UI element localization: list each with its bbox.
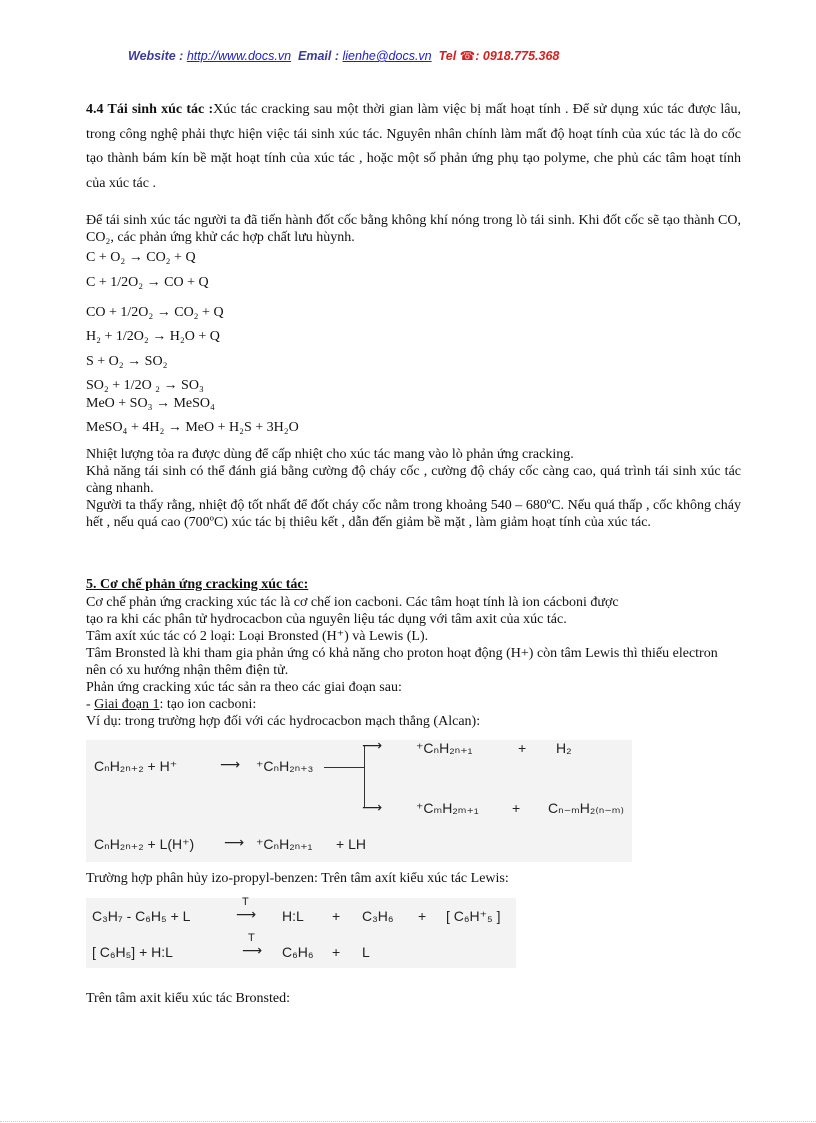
- section-4-4-paragraph: [86, 98, 741, 196]
- lewis-byproduct: + LH: [336, 836, 366, 852]
- lewis-product: ⁺CₙH₂ₙ₊₁: [256, 836, 313, 852]
- product-2a: ⁺CₘH₂ₘ₊₁: [416, 800, 479, 816]
- phone-number: : 0918.775.368: [475, 49, 560, 63]
- equation-1: C + O₂ → CO₂ + Q: [86, 250, 196, 265]
- izo-line: Trường hợp phân hủy izo-propyl-benzen: Trên tâm axít kiểu xúc tác Lewis:: [86, 871, 509, 886]
- website-link[interactable]: http://www.docs.vn: [186, 49, 292, 63]
- arrow-icon: ⟶: [362, 737, 383, 753]
- plus-sign: +: [332, 908, 341, 924]
- arrow-label: T: [248, 932, 255, 944]
- stage-1-line: [86, 696, 741, 713]
- equation-4: H₂ + 1/2O₂ → H₂O + Q: [86, 329, 220, 344]
- plus-sign: +: [332, 944, 341, 960]
- branch-line: [324, 767, 364, 768]
- regeneration-rate-text: Khả năng tái sinh có thể đánh giá bằng cường độ cháy cốc , cường độ cháy cốc càng cao, quá trình tái sinh xúc tác càng nhanh.: [86, 464, 741, 496]
- email-label: Email :: [298, 49, 339, 63]
- plus-sign: +: [418, 908, 427, 924]
- phenyl-reactant: [ C₆H₅] + H:L: [92, 944, 173, 960]
- mechanism-line-1: Cơ chế phản ứng cracking xúc tác là cơ chế ion cacboni. Các tâm hoạt tính là ion cácboni được: [86, 595, 619, 610]
- temperature-text: Người ta thấy rằng, nhiệt độ tốt nhất để đốt cháy cốc nằm trong khoảng 540 – 680ºC. Nếu quá thấp , cốc không cháy hết , nếu quá cao (700ºC) xúc tác bị thiêu kết , dẫn đến giảm bề mặt , làm giảm hoạt tính của xúc tác.: [86, 498, 741, 530]
- section-4-4-text: Xúc tác cracking sau một thời gian làm việc bị mất hoạt tính . Để sử dụng xúc tác được lâu, trong công nghệ phải thực hiện việc tái sinh xúc tác. Nguyên nhân chính làm mất độ hoạt tính của xúc tác là do cốc tạo thành bám kín bề mặt hoạt tính của xúc tác , hoặc một số phản ứng phụ tạo polyme, che phủ các tâm hoạt tính của xúc tác .: [86, 102, 741, 191]
- izo-product-hl: H:L: [282, 908, 304, 924]
- phone-icon: ☎: [459, 49, 476, 63]
- email-link[interactable]: lienhe@docs.vn: [342, 49, 432, 63]
- product-1a: ⁺CₙH₂ₙ₊₁: [416, 740, 473, 756]
- stage-1-text: : tạo ion cacboni:: [159, 697, 257, 712]
- arrow-icon: ⟶: [236, 906, 257, 922]
- mechanism-line-2: tạo ra khi các phân tử hydrocacbon của nguyên liệu tác dụng với tâm axit của xúc tác.: [86, 612, 567, 627]
- arrow-icon: ⟶: [362, 799, 383, 815]
- equation-6: SO₂ + 1/2O ₂ → SO₃: [86, 378, 204, 393]
- alkane-scheme: [86, 737, 632, 862]
- arrow-icon: ⟶: [220, 756, 241, 772]
- izo-product-propene: C₃H₆: [362, 908, 394, 924]
- arrow-icon: ⟶: [242, 942, 263, 958]
- plus-sign: +: [512, 800, 521, 816]
- regeneration-paragraph: Để tái sinh xúc tác người ta đã tiến hành đốt cốc bằng không khí nóng trong lò tái sinh. Khi đốt cốc sẽ tạo thành CO, CO₂, các phản ứng khử các hợp chất lưu hùynh.: [86, 213, 741, 245]
- heat-paragraphs: [86, 446, 741, 531]
- section-5-body: [86, 594, 741, 730]
- plus-sign: +: [518, 740, 527, 756]
- page-header: [128, 48, 559, 63]
- equation-3: CO + 1/2O₂ → CO₂ + Q: [86, 305, 224, 320]
- benzene-product: C₆H₆: [282, 944, 314, 960]
- equation-2: C + 1/2O₂ → CO + Q: [86, 275, 209, 290]
- equation-8: MeSO₄ + 4H₂ → MeO + H₂S + 3H₂O: [86, 420, 299, 435]
- equation-5: S + O₂ → SO₂: [86, 354, 168, 369]
- bronsted-lewis-text: Tâm Bronsted là khi tham gia phản ứng có khả năng cho proton hoạt động (H+) còn tâm Lewis thì thiếu electron nên có xu hướng nhận thêm điện tử.: [86, 646, 718, 678]
- tel-label: Tel: [438, 49, 457, 63]
- lewis-site-product: L: [362, 944, 370, 960]
- product-1b: H₂: [556, 740, 572, 756]
- alkane-reactant: CₙH₂ₙ₊₂ + H⁺: [94, 758, 178, 774]
- example-line: Ví dụ: trong trường hợp đối với các hydrocacbon mạch thẳng (Alcan):: [86, 714, 481, 729]
- izo-scheme: [86, 898, 516, 968]
- stage-prefix: -: [86, 697, 95, 712]
- izo-reactant: C₃H₇ - C₆H₅ + L: [92, 908, 191, 924]
- arrow-icon: ⟶: [224, 834, 245, 850]
- website-label: Website :: [128, 49, 184, 63]
- stages-intro: Phản ứng cracking xúc tác sản ra theo các giai đoạn sau:: [86, 680, 402, 695]
- arrow-label: T: [242, 896, 249, 908]
- izo-product-phenyl: [ C₆H⁺₅ ]: [446, 908, 501, 924]
- equation-7: MeO + SO₃ → MeSO₄: [86, 396, 215, 411]
- product-2b: Cₙ₋ₘH₂₍ₙ₋ₘ₎: [548, 800, 624, 816]
- heat-text: Nhiệt lượng tỏa ra được dùng để cấp nhiệt cho xúc tác mang vào lò phản ứng cracking.: [86, 447, 574, 462]
- stage-1-label: Giai đoạn 1: [94, 697, 160, 712]
- acid-types-line: Tâm axít xúc tác có 2 loại: Loại Bronsted (H⁺) và Lewis (L).: [86, 629, 429, 644]
- bronsted-line: Trên tâm axit kiểu xúc tác Bronsted:: [86, 991, 290, 1006]
- section-5-title: 5. Cơ chế phản ứng cracking xúc tác:: [86, 577, 309, 592]
- section-4-4-title: 4.4 Tái sinh xúc tác :: [86, 102, 214, 117]
- lewis-reactant: CₙH₂ₙ₊₂ + L(H⁺): [94, 836, 195, 852]
- carbocation-intermediate: ⁺CₙH₂ₙ₊₃: [256, 758, 314, 774]
